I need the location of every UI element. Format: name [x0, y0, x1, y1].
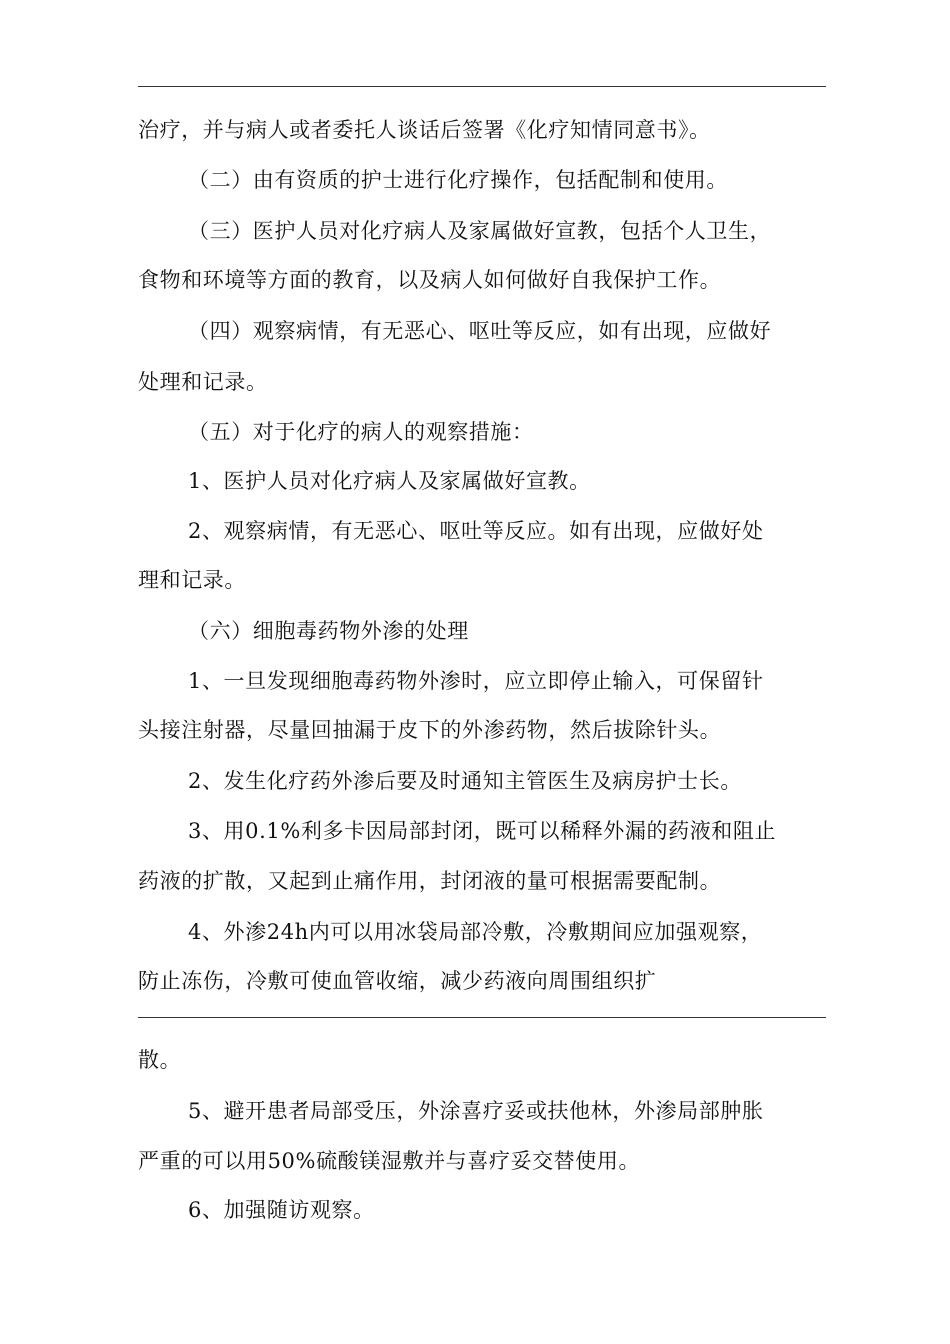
text-line: 药液的扩散，又起到止痛作用，封闭液的量可根据需要配制。: [138, 869, 722, 893]
text-line: 头接注射器，尽量回抽漏于皮下的外渗药物，然后拔除针头。: [138, 718, 722, 742]
text-line: 6、加强随访观察。: [188, 1198, 375, 1222]
text-line: （六）细胞毒药物外渗的处理: [188, 619, 469, 643]
text-line: 食物和环境等方面的教育，以及病人如何做好自我保护工作。: [138, 268, 722, 292]
text-line: 1、一旦发现细胞毒药物外渗时，应立即停止输入，可保留针: [188, 669, 764, 693]
text-line: 4、外渗24h内可以用冰袋局部冷敷，冷敷期间应加强观察，: [188, 920, 763, 944]
text-line: 严重的可以用50%硫酸镁湿敷并与喜疗妥交替使用。: [138, 1149, 641, 1173]
text-line: （五）对于化疗的病人的观察措施：: [188, 420, 534, 444]
text-line: 3、用0.1%利多卡因局部封闭，既可以稀释外漏的药液和阻止: [188, 819, 777, 843]
text-line: 理和记录。: [138, 568, 246, 592]
text-line: 2、发生化疗药外渗后要及时通知主管医生及病房护士长。: [188, 769, 742, 793]
text-line: 2、观察病情，有无恶心、呕吐等反应。如有出现，应做好处: [188, 519, 764, 543]
text-line: 治疗，并与病人或者委托人谈话后签署《化疗知情同意书》。: [138, 118, 711, 142]
page-break-rule: [138, 1017, 826, 1018]
text-line: 处理和记录。: [138, 370, 268, 394]
text-line: 防止冻伤，冷敷可使血管收缩，减少药液向周围组织扩: [138, 969, 657, 993]
page-top-rule: [138, 86, 826, 87]
text-line: 散。: [138, 1048, 182, 1072]
text-line: （二）由有资质的护士进行化疗操作，包括配制和使用。: [188, 168, 728, 192]
text-line: （四）观察病情，有无恶心、呕吐等反应，如有出现，应做好: [188, 319, 772, 343]
text-line: 5、避开患者局部受压，外涂喜疗妥或扶他林，外渗局部肿胀: [188, 1099, 764, 1123]
text-line: （三）医护人员对化疗病人及家属做好宣教，包括个人卫生，: [188, 219, 772, 243]
text-line: 1、医护人员对化疗病人及家属做好宣教。: [188, 469, 591, 493]
